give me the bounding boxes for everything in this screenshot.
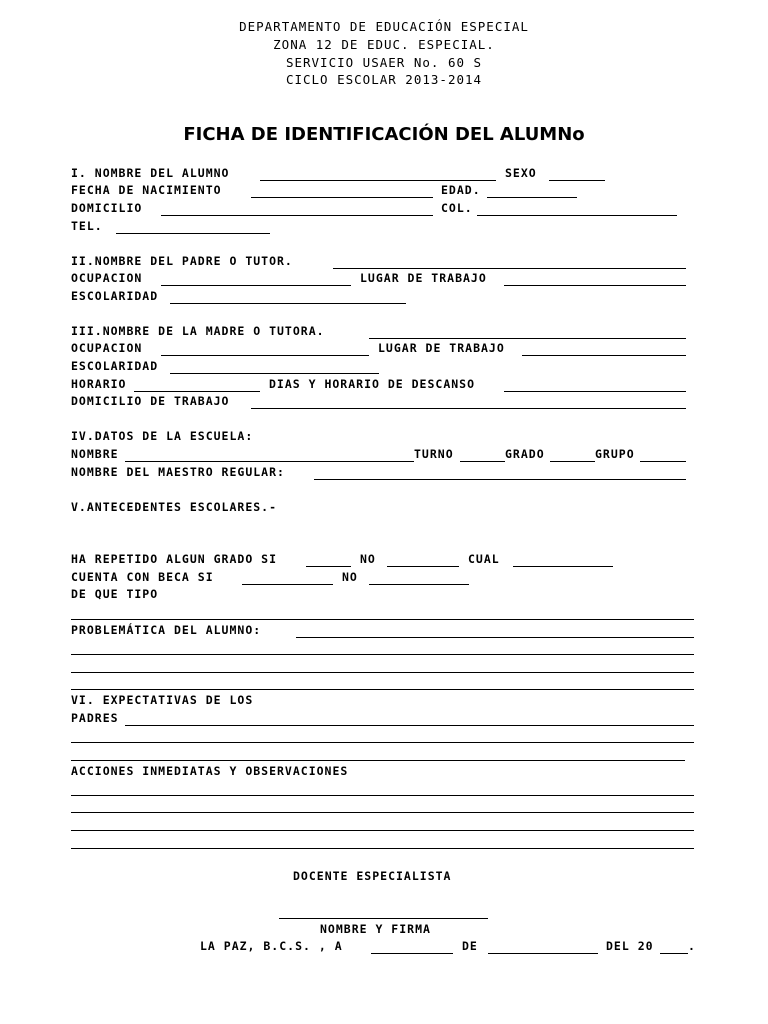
repeated-no-label: NO (360, 552, 376, 566)
school-name-field[interactable] (125, 461, 414, 462)
work-address-field[interactable] (251, 408, 686, 409)
birth-date-field[interactable] (251, 197, 433, 198)
father-name-label: II.NOMBRE DEL PADRE O TUTOR. (71, 254, 293, 268)
expectations-line[interactable] (71, 760, 685, 761)
father-education-label: ESCOLARIDAD (71, 289, 159, 303)
scholarship-type-line[interactable] (71, 619, 694, 620)
phone-field[interactable] (116, 233, 270, 234)
father-education-field[interactable] (170, 303, 406, 304)
repeated-yes-field[interactable] (306, 566, 351, 567)
shift-field[interactable] (460, 461, 505, 462)
father-workplace-label: LUGAR DE TRABAJO (360, 271, 487, 285)
student-name-field[interactable] (260, 180, 496, 181)
name-signature-label: NOMBRE Y FIRMA (320, 922, 431, 936)
mother-name-label: III.NOMBRE DE LA MADRE O TUTORA. (71, 324, 325, 338)
mother-occupation-label: OCUPACION (71, 341, 143, 355)
of-label: DE (462, 939, 478, 953)
sex-label: SEXO (505, 166, 537, 180)
schedule-field[interactable] (134, 391, 260, 392)
which-grade-field[interactable] (513, 566, 613, 567)
neighborhood-field[interactable] (477, 215, 677, 216)
schedule-label: HORARIO (71, 377, 127, 391)
problem-line[interactable] (71, 689, 694, 690)
father-name-field[interactable] (333, 268, 686, 269)
day-field[interactable] (371, 953, 453, 954)
phone-label: TEL. (71, 219, 103, 233)
actions-heading: ACCIONES INMEDIATAS Y OBSERVACIONES (71, 764, 349, 778)
shift-label: TURNO (414, 447, 454, 461)
mother-workplace-label: LUGAR DE TRABAJO (378, 341, 505, 355)
service-heading: SERVICIO USAER No. 60 S (285, 55, 483, 70)
rest-days-field[interactable] (504, 391, 686, 392)
father-occupation-label: OCUPACION (71, 271, 143, 285)
scholarship-type-label: DE QUE TIPO (71, 587, 159, 601)
grade-field[interactable] (550, 461, 595, 462)
repeated-no-field[interactable] (387, 566, 459, 567)
scholarship-label: CUENTA CON BECA SI (71, 570, 214, 584)
grade-label: GRADO (505, 447, 545, 461)
problem-field[interactable] (296, 637, 694, 638)
which-grade-label: CUAL (468, 552, 500, 566)
zone-heading: ZONA 12 DE EDUC. ESPECIAL. (273, 37, 495, 52)
group-field[interactable] (640, 461, 686, 462)
problem-label: PROBLEMÁTICA DEL ALUMNO: (71, 623, 262, 637)
year-field[interactable] (660, 953, 688, 954)
expectations-field[interactable] (125, 725, 694, 726)
expectations-heading: VI. EXPECTATIVAS DE LOS (71, 693, 254, 707)
problem-line[interactable] (71, 654, 694, 655)
mother-occupation-field[interactable] (161, 355, 369, 356)
period-mark: . (688, 939, 696, 953)
actions-line[interactable] (71, 812, 694, 813)
address-label: DOMICILIO (71, 201, 143, 215)
scholarship-no-label: NO (342, 570, 358, 584)
teacher-field[interactable] (314, 479, 686, 480)
actions-line[interactable] (71, 848, 694, 849)
repeated-grade-label: HA REPETIDO ALGUN GRADO SI (71, 552, 278, 566)
mother-workplace-field[interactable] (522, 355, 686, 356)
school-data-heading: IV.DATOS DE LA ESCUELA: (71, 429, 254, 443)
expectations-line[interactable] (71, 742, 694, 743)
parents-label: PADRES (71, 711, 119, 725)
mother-education-label: ESCOLARIDAD (71, 359, 159, 373)
mother-education-field[interactable] (170, 373, 379, 374)
father-workplace-field[interactable] (504, 285, 686, 286)
form-title: FICHA DE IDENTIFICACIÓN DEL ALUMNo (183, 124, 585, 145)
birth-date-label: FECHA DE NACIMIENTO (71, 183, 222, 197)
problem-line[interactable] (71, 672, 694, 673)
scholarship-no-field[interactable] (369, 584, 469, 585)
actions-line[interactable] (71, 795, 694, 796)
actions-line[interactable] (71, 830, 694, 831)
address-field[interactable] (161, 215, 433, 216)
work-address-label: DOMICILIO DE TRABAJO (71, 394, 230, 408)
teacher-label: NOMBRE DEL MAESTRO REGULAR: (71, 465, 285, 479)
mother-name-field[interactable] (369, 338, 686, 339)
school-year-heading: CICLO ESCOLAR 2013-2014 (285, 72, 483, 87)
specialist-teacher-label: DOCENTE ESPECIALISTA (293, 869, 452, 883)
school-name-label: NOMBRE (71, 447, 119, 461)
age-field[interactable] (487, 197, 577, 198)
scholarship-yes-field[interactable] (242, 584, 333, 585)
signature-line[interactable] (279, 918, 488, 919)
father-occupation-field[interactable] (161, 285, 351, 286)
student-name-label: I. NOMBRE DEL ALUMNO (71, 166, 230, 180)
year-label: DEL 20 (606, 939, 654, 953)
place-label: LA PAZ, B.C.S. , A (200, 939, 343, 953)
department-heading: DEPARTAMENTO DE EDUCACIÓN ESPECIAL (239, 19, 529, 34)
school-history-heading: V.ANTECEDENTES ESCOLARES.- (71, 500, 278, 514)
group-label: GRUPO (595, 447, 635, 461)
rest-days-label: DIAS Y HORARIO DE DESCANSO (269, 377, 476, 391)
age-label: EDAD. (441, 183, 481, 197)
sex-field[interactable] (549, 180, 605, 181)
month-field[interactable] (488, 953, 598, 954)
neighborhood-label: COL. (441, 201, 473, 215)
